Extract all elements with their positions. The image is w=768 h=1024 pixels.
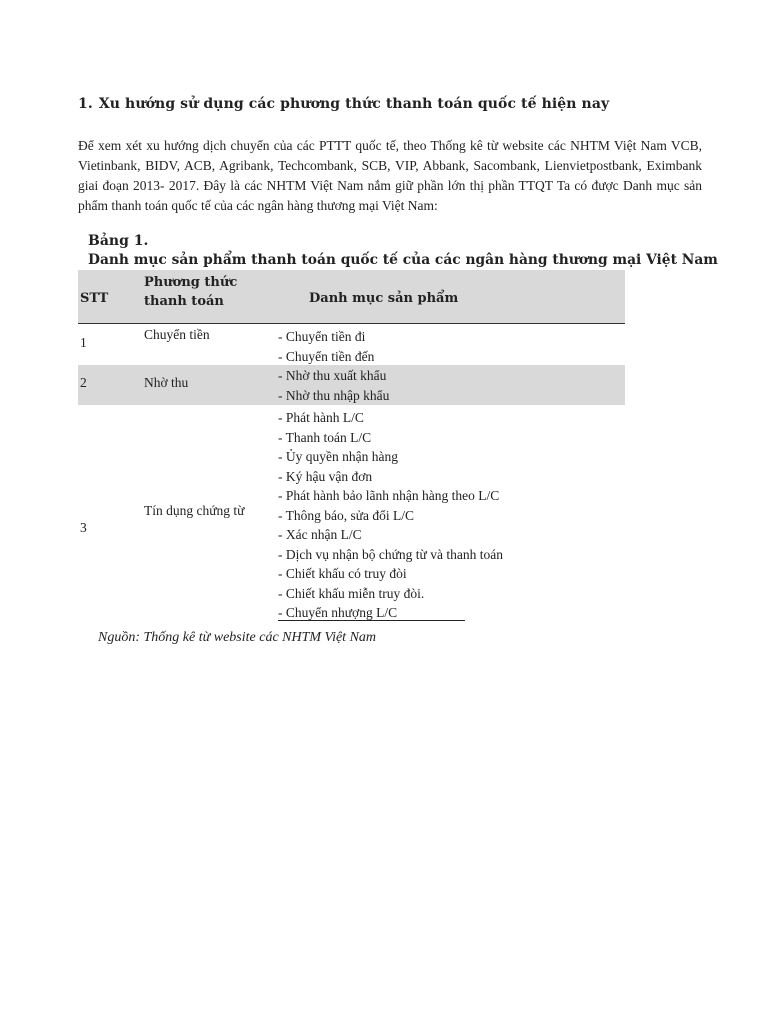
product-item: - Thanh toán L/C	[278, 429, 372, 445]
product-item: - Dịch vụ nhận bộ chứng từ và thanh toán	[278, 546, 503, 562]
section-number: 1.	[78, 96, 93, 112]
product-item: - Xác nhận L/C	[278, 527, 362, 542]
product-item: - Chuyển nhượng L/C	[278, 605, 398, 620]
product-item: - Phát hành L/C	[278, 410, 364, 425]
table-title: Danh mục sản phẩm thanh toán quốc tế của các ngân hàng thương mại Việt Nam	[88, 252, 718, 268]
row1-products	[278, 327, 374, 366]
row2-method: Nhờ thu	[144, 375, 189, 390]
product-item: - Phát hành bảo lãnh nhận hàng theo L/C	[278, 488, 500, 503]
header-stt: STT	[80, 291, 109, 306]
row2-products	[278, 366, 389, 405]
table-source-note: Nguồn: Thống kê từ website các NHTM Việt Nam	[98, 630, 377, 645]
intro-paragraph: Để xem xét xu hướng dịch chuyển của các PTTT quốc tế, theo Thống kê từ website các NHTM Việt Nam VCB, Vietinbank, BIDV, ACB, Agribank, Techcombank, SCB, VIP, Abbank, Sacombank, Lienvietpostbank, Eximbank giai đoạn 2013- 2017. Đây là các NHTM Việt Nam nắm giữ phần lớn thị phần TTQT Ta có được Danh mục sản phẩm thanh toán quốc tế của các ngân hàng thương mại Việt Nam:	[78, 138, 702, 213]
row3-products	[278, 408, 503, 623]
product-item: - Thông báo, sửa đổi L/C	[278, 507, 415, 523]
product-item: - Ủy quyền nhận hàng	[278, 449, 398, 464]
header-products: Danh mục sản phẩm	[309, 291, 459, 306]
section-title: Xu hướng sử dụng các phương thức thanh toán quốc tế hiện nay	[98, 96, 610, 112]
table-bottom-rule	[278, 620, 465, 621]
table-label: Bảng 1.	[88, 233, 149, 249]
section-heading	[78, 96, 609, 112]
product-item: - Chiết khấu miễn truy đòi.	[278, 585, 425, 601]
row1-stt: 1	[80, 335, 87, 350]
product-item: - Chiết khấu có truy đòi	[278, 566, 407, 581]
row2-stt: 2	[80, 375, 87, 390]
product-item: - Ký hậu vận đơn	[278, 468, 373, 484]
header-method-line2: thanh toán	[144, 294, 224, 309]
product-item: - Chuyển tiền đi	[278, 329, 366, 344]
row3-stt: 3	[80, 520, 87, 535]
header-method	[144, 273, 254, 311]
header-method-line1: Phương thức	[144, 275, 238, 290]
row1-method: Chuyển tiền	[144, 327, 210, 342]
product-item: - Nhờ thu nhập khẩu	[278, 387, 390, 403]
product-item: - Nhờ thu xuất khẩu	[278, 368, 387, 383]
row3-method: Tín dụng chứng từ	[144, 503, 245, 518]
product-item: - Chuyển tiền đến	[278, 348, 375, 364]
